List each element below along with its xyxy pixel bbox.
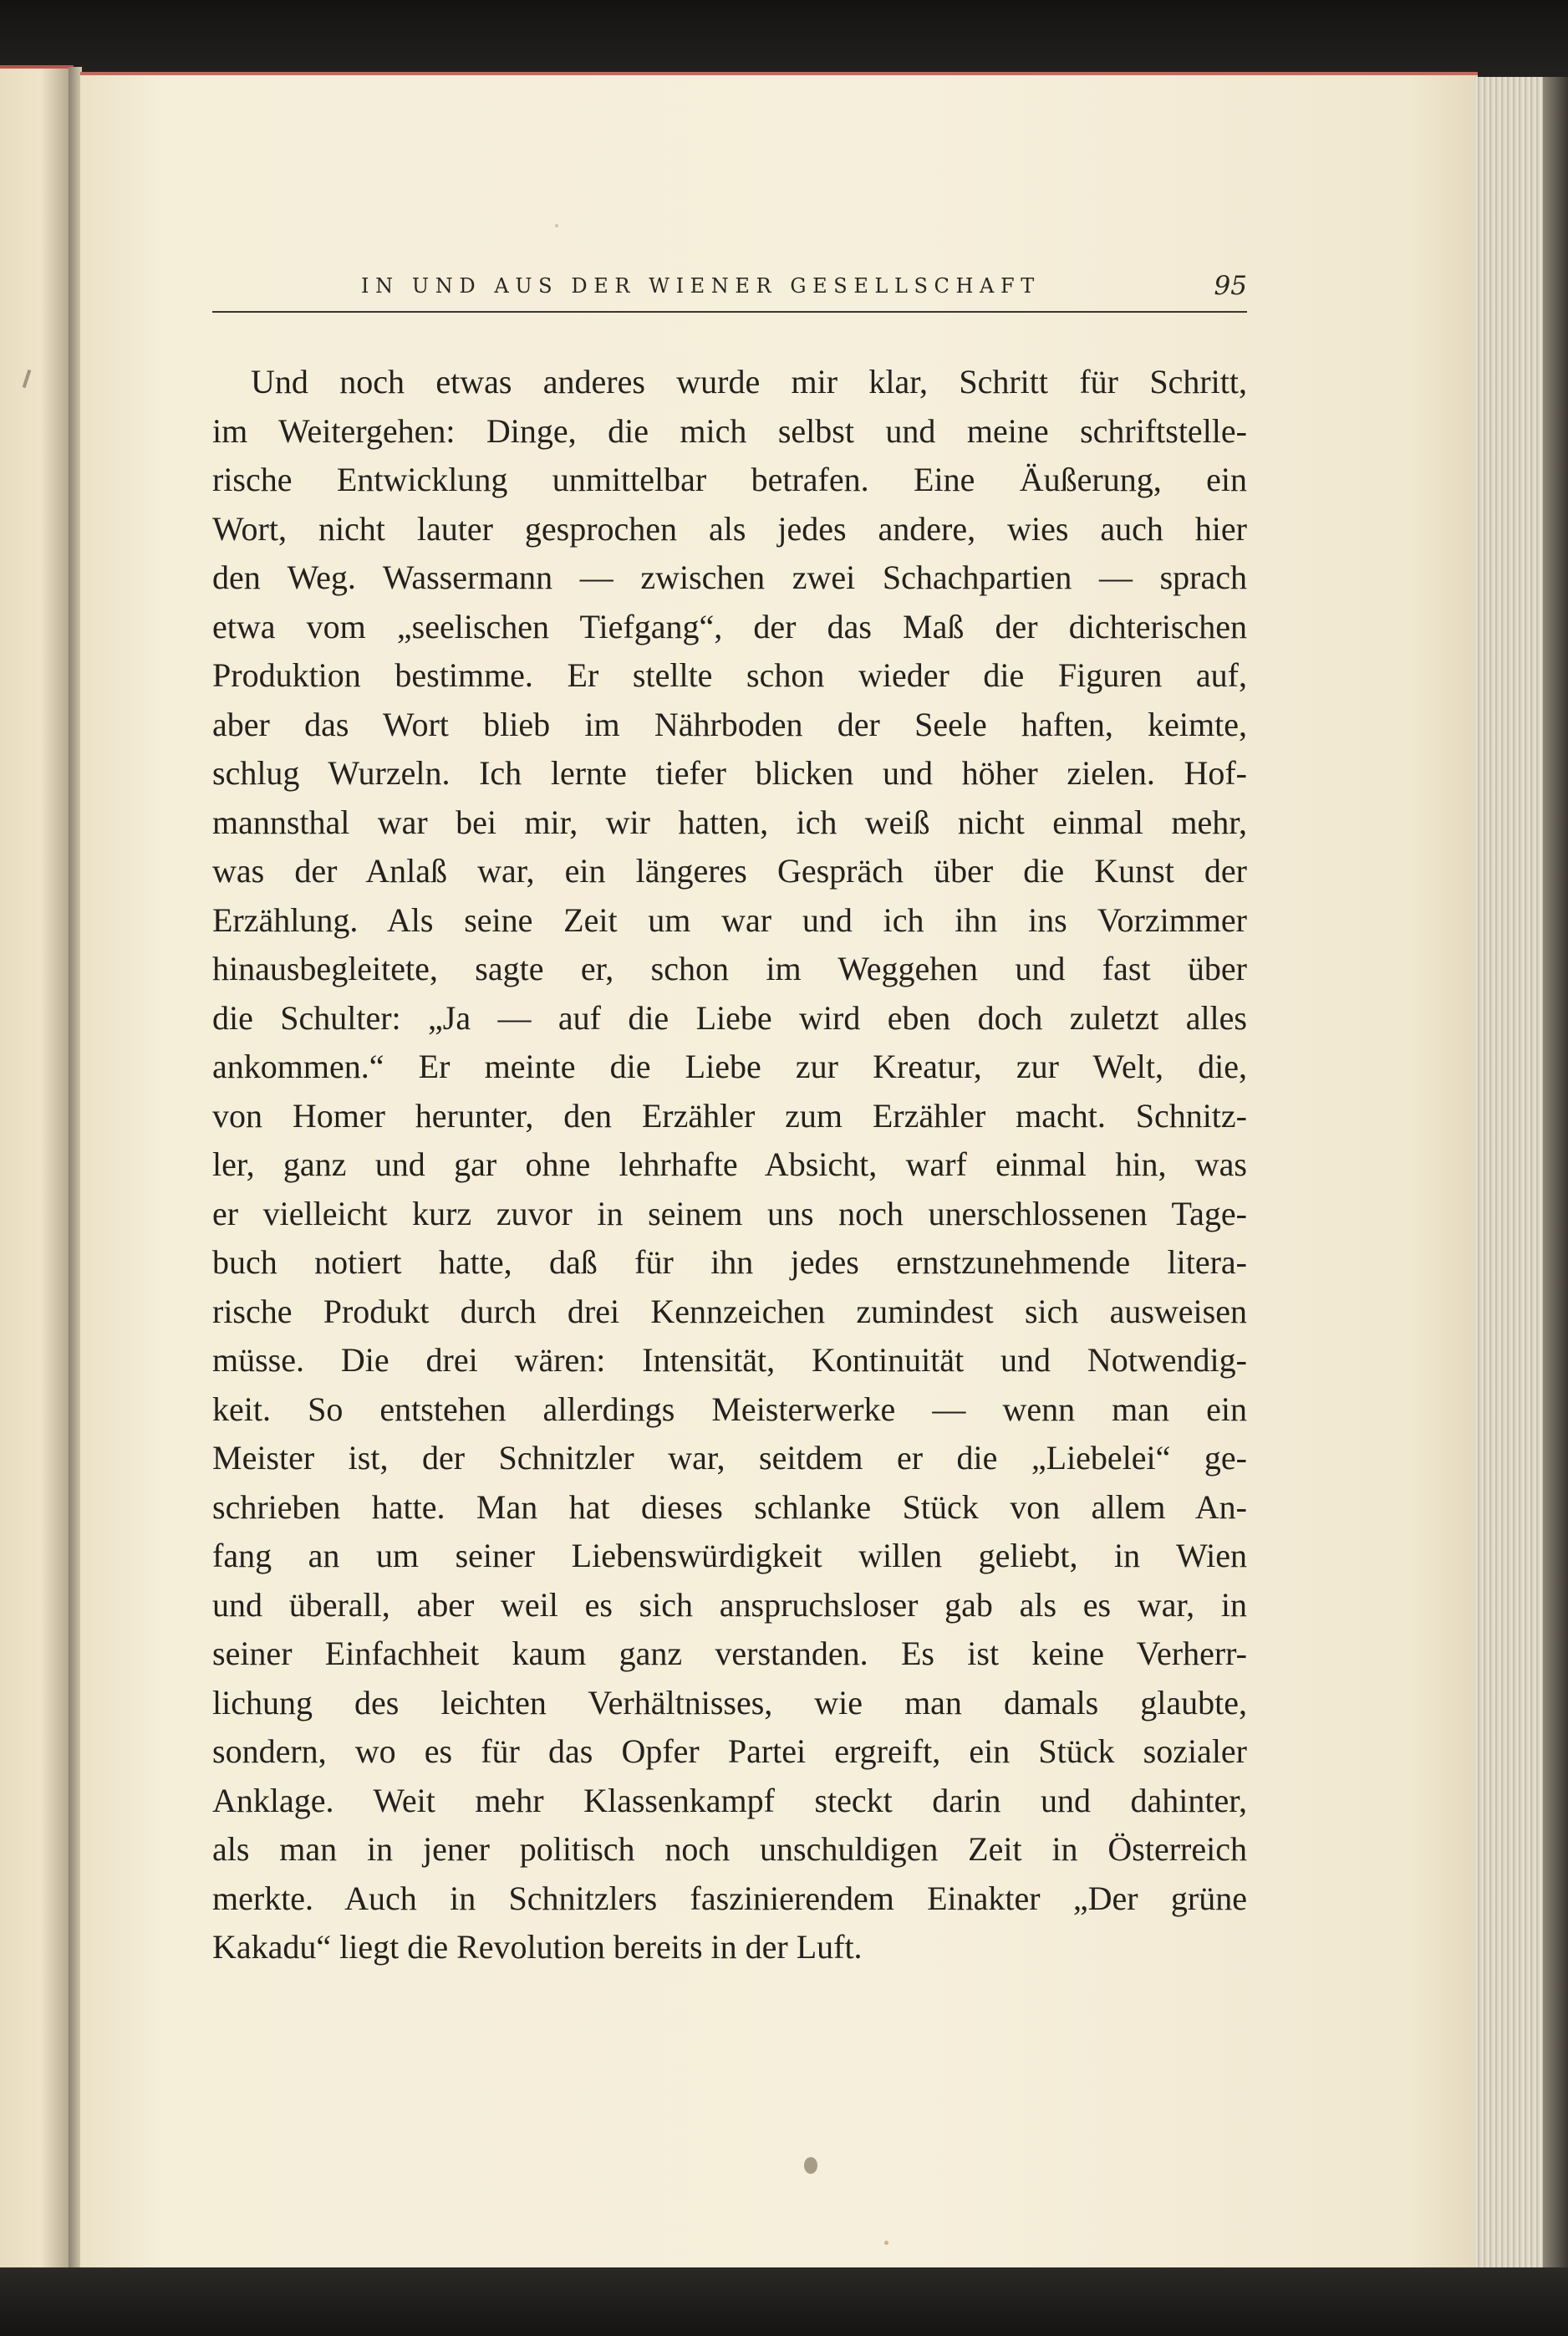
text-line: seiner Einfachheit kaum ganz verstanden. Es ist keine Verherr-	[212, 1635, 1247, 1672]
text-line: von Homer herunter, den Erzähler zum Erzähler macht. Schnitz-	[212, 1096, 1247, 1135]
paper-speck	[804, 2157, 817, 2174]
text-line: keit. So entstehen allerdings Meisterwerke — wenn man ein	[212, 1390, 1247, 1428]
text-line: etwa vom „seelischen Tiefgang“, der das Maß der dichterischen	[212, 607, 1247, 645]
text-line: aber das Wort blieb im Nährboden der Seele haften, keimte,	[212, 705, 1247, 743]
facing-page-edge	[0, 65, 74, 2276]
ink-mark	[23, 370, 32, 388]
book-cover-edge	[1543, 77, 1568, 2276]
text-line: schlug Wurzeln. Ich lernte tiefer blicken und höher zielen. Hof-	[212, 754, 1247, 792]
text-line: fang an um seiner Liebenswürdigkeit willen geliebt, in Wien	[212, 1537, 1247, 1574]
header-rule	[212, 311, 1247, 313]
text-line: rische Entwicklung unmittelbar betrafen. Eine Äußerung, ein	[212, 461, 1247, 498]
text-line: merkte. Auch in Schnitzlers faszinierendem Einakter „Der grüne	[212, 1879, 1247, 1917]
running-header	[212, 269, 1247, 311]
text-line: rische Produkt durch drei Kennzeichen zumindest sich ausweisen	[212, 1292, 1247, 1330]
text-line: Anklage. Weit mehr Klassenkampf steckt darin und dahinter,	[212, 1781, 1247, 1819]
paper-speck	[555, 224, 558, 227]
text-line: buch notiert hatte, daß für ihn jedes ernstzunehmende litera-	[212, 1243, 1247, 1281]
text-line: im Weitergehen: Dinge, die mich selbst und meine schriftstelle-	[212, 411, 1247, 450]
scan-background-top	[0, 0, 1568, 77]
text-line: als man in jener politisch noch unschuldigen Zeit in Österreich	[212, 1830, 1247, 1868]
text-line: Erzählung. Als seine Zeit um war und ich ihn ins Vorzimmer	[212, 900, 1247, 939]
scan-background-bottom	[0, 2267, 1568, 2336]
text-line: ler, ganz und gar ohne lehrhafte Absicht, warf einmal hin, was	[212, 1145, 1247, 1183]
text-line: Meister ist, der Schnitzler war, seitdem er die „Liebelei“ ge-	[212, 1439, 1247, 1477]
page-number: 95	[1214, 271, 1247, 301]
text-line: Und noch etwas anderes wurde mir klar, Schritt für Schritt,	[251, 363, 1247, 400]
body-paragraph	[212, 358, 1247, 1972]
text-line: die Schulter: „Ja — auf die Liebe wird eben doch zuletzt alles	[212, 998, 1247, 1037]
text-line: Wort, nicht lauter gesprochen als jedes andere, wies auch hier	[212, 509, 1247, 548]
text-line: den Weg. Wassermann — zwischen zwei Schachpartien — sprach	[212, 558, 1247, 596]
text-line: mannsthal war bei mir, wir hatten, ich weiß nicht einmal mehr,	[212, 803, 1247, 841]
text-line: ankommen.“ Er meinte die Liebe zur Kreatur, zur Welt, die,	[212, 1048, 1247, 1085]
text-line: schrieben hatte. Man hat dieses schlanke Stück von allem An-	[212, 1487, 1247, 1526]
text-line: müsse. Die drei wären: Intensität, Kontinuität und Notwendig-	[212, 1341, 1247, 1379]
text-line: Produktion bestimme. Er stellte schon wieder die Figuren auf,	[212, 656, 1247, 694]
text-line: was der Anlaß war, ein längeres Gespräch über die Kunst der	[212, 852, 1247, 890]
text-line: lichung des leichten Verhältnisses, wie man damals glaubte,	[212, 1683, 1247, 1721]
paper-speck	[884, 2241, 888, 2245]
text-line: hinausbegleitete, sagte er, schon im Weggehen und fast über	[212, 950, 1247, 987]
text-line: Kakadu“ liegt die Revolution bereits in der Luft.	[212, 1928, 863, 1966]
text-line: und überall, aber weil es sich anspruchsloser gab als es war, in	[212, 1585, 1247, 1624]
text-line: er vielleicht kurz zuvor in seinem uns noch unerschlossenen Tage-	[212, 1194, 1247, 1232]
running-header-title: IN UND AUS DER WIENER GESELLSCHAFT	[361, 274, 1041, 298]
text-line: sondern, wo es für das Opfer Partei ergreift, ein Stück sozialer	[212, 1732, 1247, 1770]
